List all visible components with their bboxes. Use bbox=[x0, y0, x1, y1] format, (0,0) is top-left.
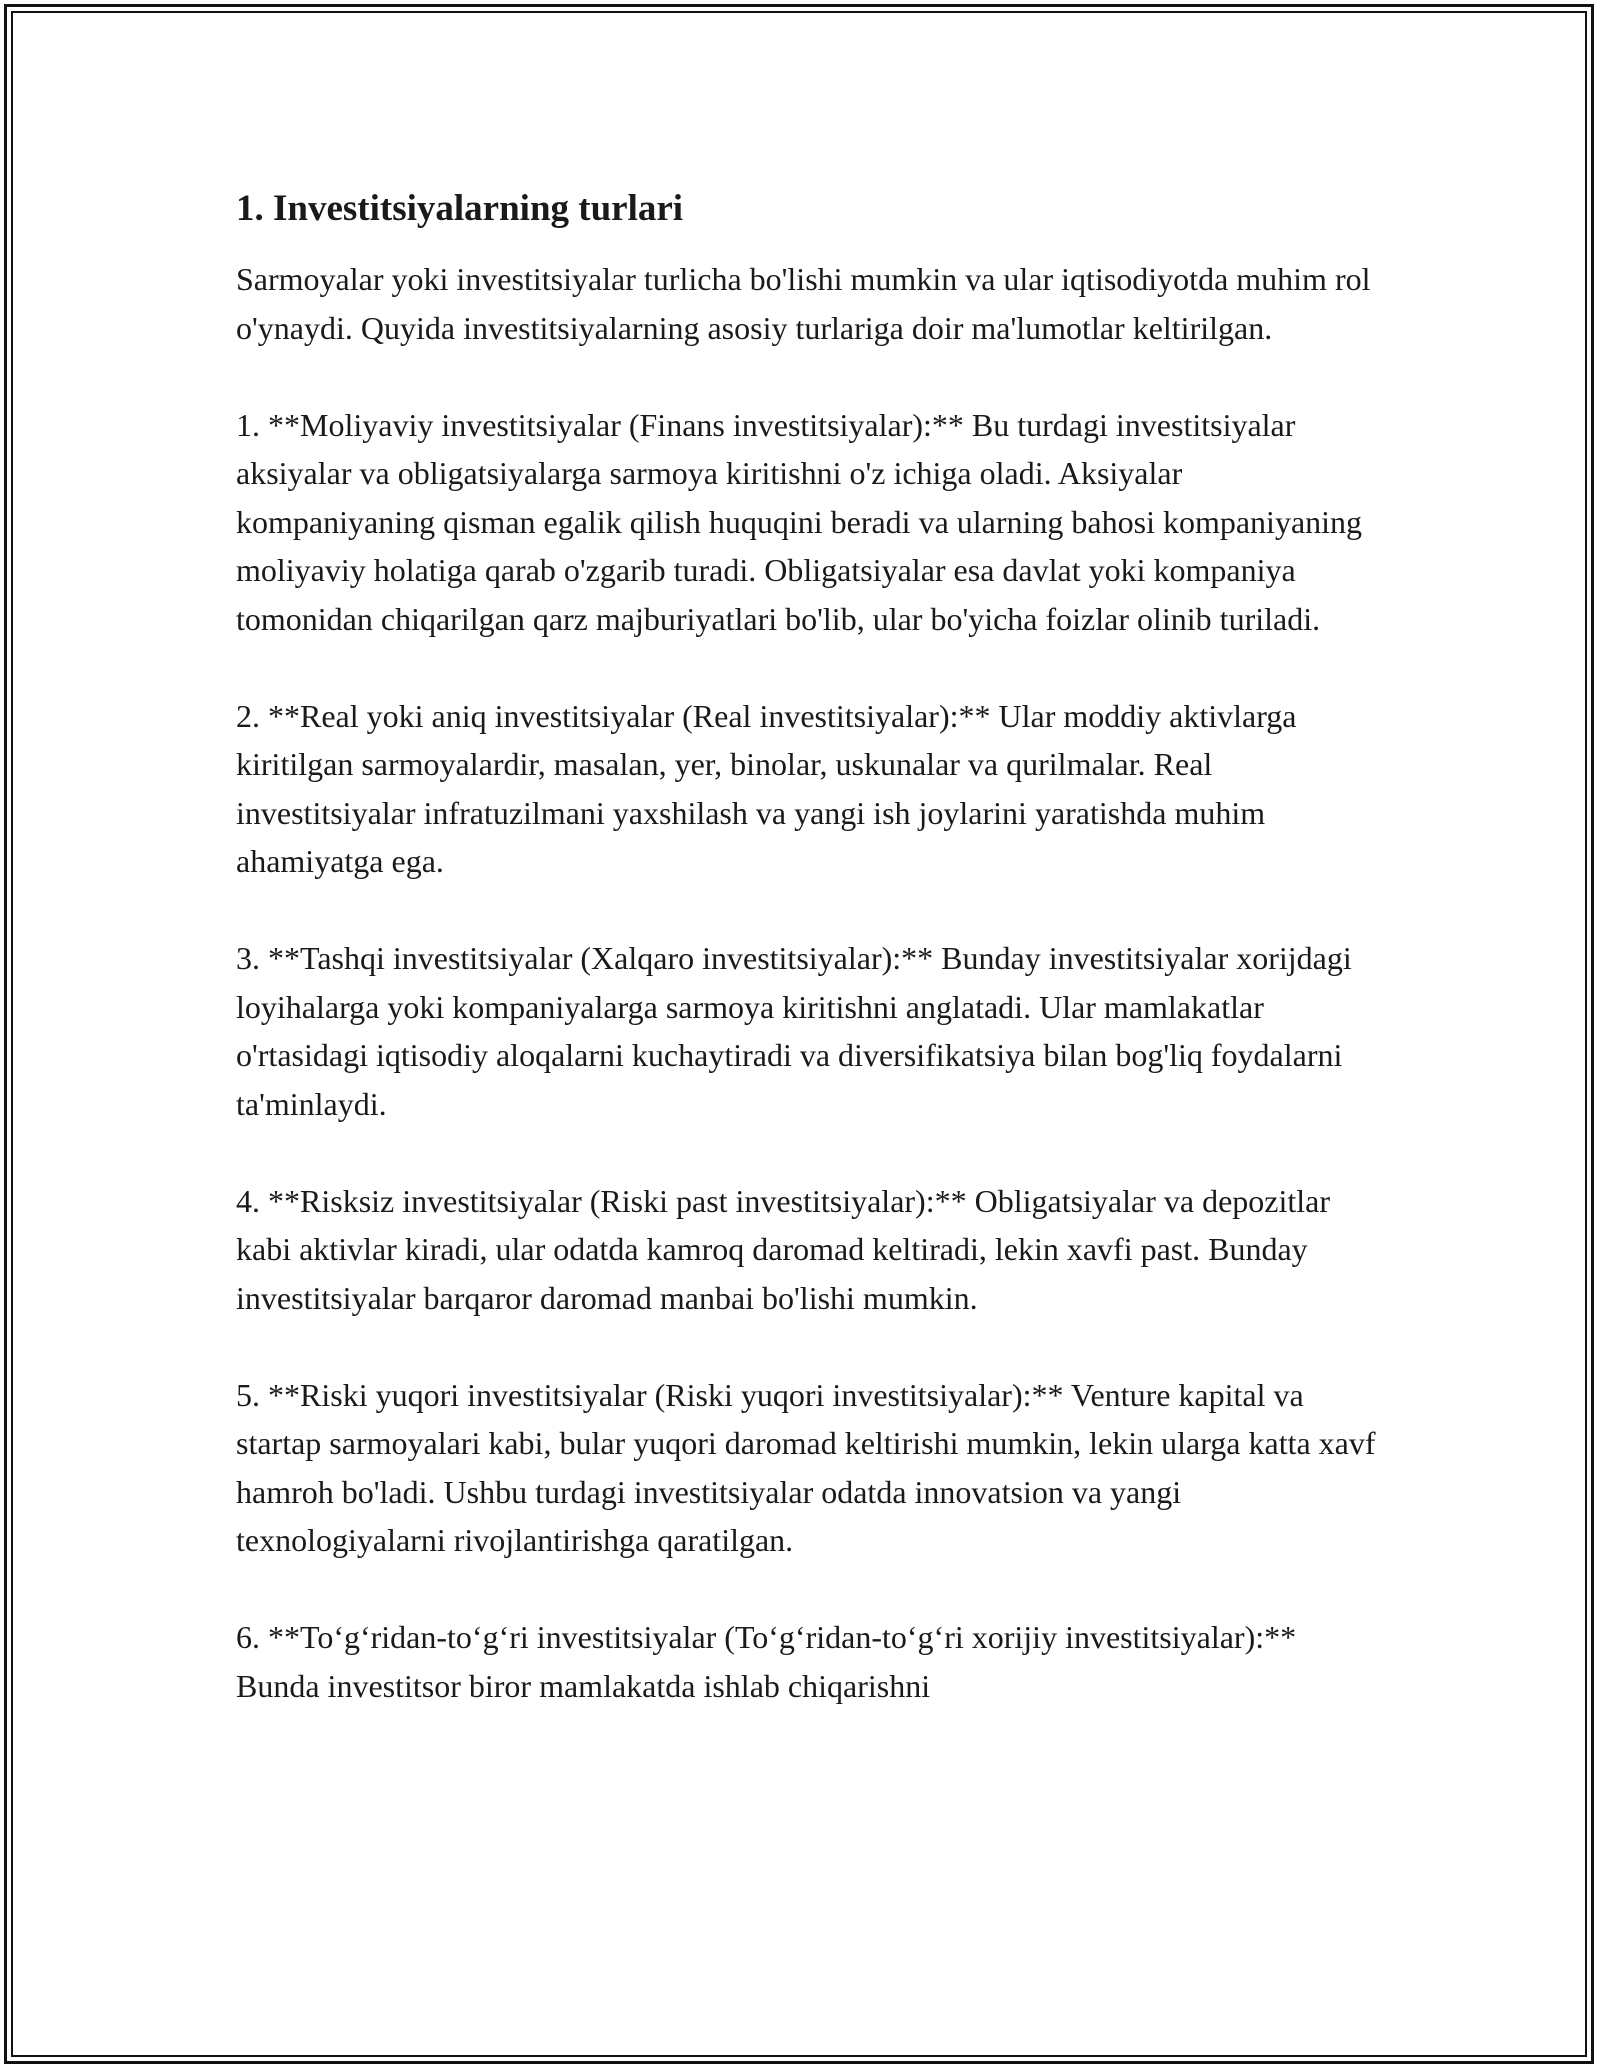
document-page bbox=[236, 185, 1376, 1759]
intro-paragraph: Sarmoyalar yoki investitsiyalar turlicha bo'lishi mumkin va ular iqtisodiyotda muhim rol o'ynaydi. Quyida investitsiyalarning asosiy turlariga doir ma'lumotlar keltirilgan. bbox=[236, 261, 1371, 346]
section-heading: 1. Investitsiyalarning turlari bbox=[236, 188, 684, 229]
item-real-investments: 2. **Real yoki aniq investitsiyalar (Real investitsiyalar):** Ular moddiy aktivlarga kiritilgan sarmoyalardir, masalan, yer, binolar, uskunalar va qurilmalar. Real investitsiyalar infratuzilmani yaxshilash va yangi ish joylarini yaratishda muhim ahamiyatga ega. bbox=[236, 697, 1297, 879]
item-low-risk-investments: 4. **Risksiz investitsiyalar (Riski past investitsiyalar):** Obligatsiyalar va depozitlar kabi aktivlar kiradi, ular odatda kamroq daromad keltiradi, lekin xavfi past. Bunday investitsiyalar barqaror daromad manbai bo'lishi mumkin. bbox=[236, 1182, 1331, 1316]
item-direct-investments: 6. **To‘g‘ridan-to‘g‘ri investitsiyalar (To‘g‘ridan-to‘g‘ri xorijiy investitsiyalar):** Bunda investitsor biror mamlakatda ishlab chiqarishni bbox=[236, 1619, 1297, 1704]
item-high-risk-investments: 5. **Riski yuqori investitsiyalar (Riski yuqori investitsiyalar):** Venture kapital va startap sarmoyalari kabi, bular yuqori daromad keltirishi mumkin, lekin ularga katta xavf hamroh bo'ladi. Ushbu turdagi investitsiyalar odatda innovatsion va yangi texnologiyalarni rivojlantirishga qaratilgan. bbox=[236, 1376, 1376, 1558]
item-foreign-investments: 3. **Tashqi investitsiyalar (Xalqaro investitsiyalar):** Bunday investitsiyalar xorijdagi loyihalarga yoki kompaniyalarga sarmoya kiritishni anglatadi. Ular mamlakatlar o'rtasidagi iqtisodiy aloqalarni kuchaytiradi va diversifikatsiya bilan bog'liq foydalarni ta'minlaydi. bbox=[236, 940, 1352, 1122]
item-financial-investments: 1. **Moliyaviy investitsiyalar (Finans investitsiyalar):** Bu turdagi investitsiyalar aksiyalar va obligatsiyalarga sarmoya kiritishni o'z ichiga oladi. Aksiyalar kompaniyaning qisman egalik qilish huquqini beradi va ularning bahosi kompaniyaning moliyaviy holatiga qarab o'zgarib turadi. Obligatsiyalar esa davlat yoki kompaniya tomonidan chiqarilgan qarz majburiyatlari bo'lib, ular bo'yicha foizlar olinib turiladi. bbox=[236, 406, 1363, 637]
